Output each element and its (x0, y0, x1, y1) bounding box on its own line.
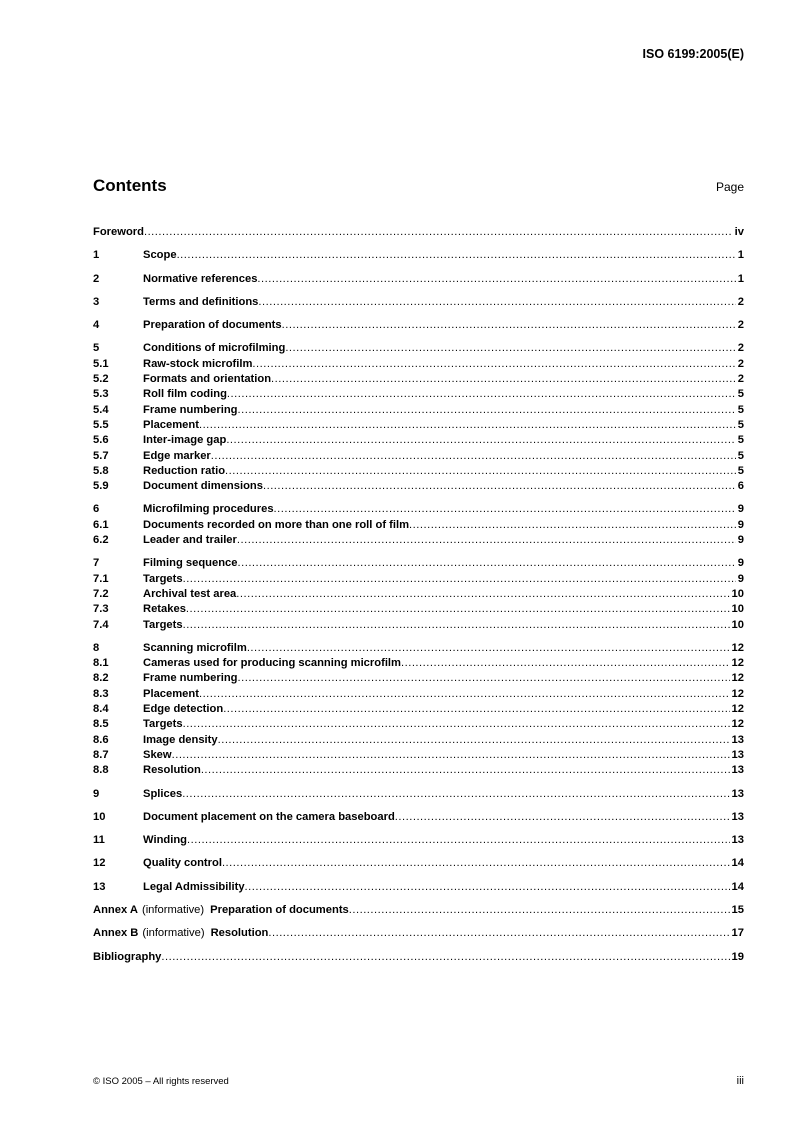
toc-dot-leader (177, 248, 736, 263)
toc-entry-number: 6.2 (93, 534, 109, 547)
toc-entry-title: Frame numbering (143, 672, 238, 685)
toc-entry-number: 7.3 (93, 603, 109, 616)
toc-entry-page: 6 (737, 480, 744, 493)
toc-entry-page: 19 (731, 950, 744, 963)
toc-entry-title: Conditions of microfilming (143, 342, 286, 355)
toc-entry[interactable] (93, 357, 744, 372)
toc-dot-leader (285, 341, 735, 356)
toc-entry-title: Edge marker (143, 449, 211, 462)
toc-dot-leader (183, 717, 730, 732)
toc-entry-page: 9 (737, 518, 744, 531)
toc-entry-number: 5.5 (93, 418, 109, 431)
toc-entry[interactable] (93, 403, 744, 418)
toc-entry-page: 12 (731, 687, 744, 700)
toc-entry-page: 13 (731, 764, 744, 777)
toc-entry-page: 5 (737, 403, 744, 416)
toc-bibliography-entry[interactable] (93, 950, 744, 965)
toc-entry-number: 12 (93, 857, 106, 870)
annex-prefix: Annex A (93, 903, 138, 916)
toc-entry[interactable] (93, 518, 744, 533)
toc-entry[interactable] (93, 763, 744, 778)
toc-dot-leader (144, 225, 733, 240)
toc-entry[interactable] (93, 671, 744, 686)
toc-entry-title: Legal Admissibility (143, 880, 245, 893)
document-id: ISO 6199:2005(E) (642, 47, 744, 61)
toc-entry[interactable] (93, 833, 744, 848)
toc-entry-page: 12 (731, 641, 744, 654)
toc-entry-title: Skew (143, 748, 172, 761)
toc-entry-page: 2 (737, 357, 744, 370)
toc-entry[interactable] (93, 418, 744, 433)
toc-entry-title: Splices (143, 787, 183, 800)
toc-entry-title: Image density (143, 733, 218, 746)
toc-entry[interactable] (93, 641, 744, 656)
toc-entry-number: 8.8 (93, 764, 109, 777)
toc-entry-number: 8.2 (93, 672, 109, 685)
toc-entry-title: Leader and trailer (143, 534, 237, 547)
toc-entry-title: Frame numbering (143, 403, 238, 416)
contents-header (93, 176, 744, 198)
toc-dot-leader (201, 763, 730, 778)
toc-dot-leader (187, 833, 730, 848)
toc-dot-leader (349, 903, 730, 918)
toc-dot-leader (237, 533, 736, 548)
annex-status: (informative) (142, 927, 205, 940)
toc-entry-number: 5.9 (93, 480, 109, 493)
toc-entry[interactable] (93, 449, 744, 464)
toc-entry-title: Archival test area (143, 587, 237, 600)
toc-entry-number: 6.1 (93, 518, 109, 531)
toc-entry-title: Normative references (143, 272, 258, 285)
contents-title: Contents (93, 176, 167, 195)
toc-entry-number: 10 (93, 810, 106, 823)
toc-dot-leader (257, 272, 735, 287)
toc-dot-leader (258, 295, 735, 310)
toc-entry[interactable] (93, 433, 744, 448)
toc-entry-page: 12 (731, 718, 744, 731)
toc-entry-title: Roll film coding (143, 388, 227, 401)
toc-entry[interactable] (93, 717, 744, 732)
toc-entry-title: Cameras used for producing scanning microfilm (143, 657, 401, 670)
table-of-contents (93, 225, 744, 965)
toc-entry[interactable] (93, 225, 744, 240)
toc-annex-label (93, 903, 349, 918)
toc-entry-number: 3 (93, 295, 100, 308)
toc-entry-number: 5.1 (93, 357, 109, 370)
annex-title: Resolution (210, 927, 269, 940)
footer-copyright: © ISO 2005 – All rights reserved (93, 1076, 229, 1087)
toc-entry-page: iv (734, 226, 744, 238)
toc-entry[interactable] (93, 464, 744, 479)
toc-entry-page: 9 (737, 503, 744, 516)
toc-entry[interactable] (93, 248, 744, 263)
toc-entry-page: 17 (731, 927, 744, 940)
toc-entry-title: Filming sequence (143, 557, 238, 570)
toc-annex-entry[interactable] (93, 926, 744, 941)
toc-dot-leader (238, 403, 736, 418)
toc-dot-leader (222, 856, 730, 871)
toc-dot-leader (199, 418, 736, 433)
toc-dot-leader (236, 587, 729, 602)
toc-entry-number: 8.7 (93, 748, 109, 761)
toc-entry-page: 5 (737, 388, 744, 401)
toc-dot-leader (225, 464, 736, 479)
toc-entry-title: Resolution (143, 764, 201, 777)
toc-entry[interactable] (93, 702, 744, 717)
toc-entry-title: Winding (143, 834, 188, 847)
toc-entry-page: 13 (731, 810, 744, 823)
toc-entry[interactable] (93, 748, 744, 763)
toc-entry-title: Preparation of documents (143, 319, 282, 332)
toc-entry[interactable] (93, 787, 744, 802)
toc-entry-page: 14 (731, 880, 744, 893)
toc-dot-leader (395, 810, 730, 825)
toc-entry-title: Inter-image gap (143, 434, 227, 447)
toc-entry[interactable] (93, 341, 744, 356)
toc-entry[interactable] (93, 656, 744, 671)
toc-entry-number: 5.7 (93, 449, 109, 462)
toc-entry[interactable] (93, 533, 744, 548)
toc-entry[interactable] (93, 318, 744, 333)
toc-entry-page: 15 (731, 903, 744, 916)
toc-entry-number: 2 (93, 272, 100, 285)
toc-annex-label (93, 926, 268, 941)
toc-dot-leader (238, 671, 730, 686)
toc-entry-page: 12 (731, 672, 744, 685)
toc-dot-leader (211, 449, 736, 464)
toc-entry-page: 2 (737, 295, 744, 308)
toc-dot-leader (183, 572, 736, 587)
toc-dot-leader (161, 950, 729, 965)
toc-entry-title: Scanning microfilm (143, 641, 247, 654)
toc-entry-page: 9 (737, 572, 744, 585)
toc-entry-page: 14 (731, 857, 744, 870)
toc-entry-number: 11 (93, 834, 105, 847)
toc-entry-title: Targets (143, 618, 183, 631)
toc-dot-leader (268, 926, 729, 941)
toc-entry[interactable] (93, 295, 744, 310)
toc-entry-page: 10 (731, 618, 744, 631)
toc-entry[interactable] (93, 880, 744, 895)
toc-entry-page: 13 (731, 787, 744, 800)
toc-entry-title: Targets (143, 718, 183, 731)
toc-entry[interactable] (93, 602, 744, 617)
toc-entry-number: 8.5 (93, 718, 109, 731)
toc-entry-number: 8.4 (93, 703, 109, 716)
toc-dot-leader (226, 433, 735, 448)
toc-entry-title: Retakes (143, 603, 186, 616)
toc-entry-number: 7 (93, 557, 100, 570)
toc-entry-title: Document dimensions (143, 480, 263, 493)
toc-entry-page: 5 (737, 449, 744, 462)
toc-entry[interactable] (93, 502, 744, 517)
toc-entry-page: 13 (731, 834, 744, 847)
toc-dot-leader (218, 733, 730, 748)
toc-entry[interactable] (93, 387, 744, 402)
toc-entry-title: Documents recorded on more than one roll of film (143, 518, 410, 531)
toc-entry-title: Targets (143, 572, 183, 585)
toc-entry-number: 7.4 (93, 618, 109, 631)
toc-annex-entry[interactable] (93, 903, 744, 918)
toc-dot-leader (263, 479, 736, 494)
toc-entry-title: Placement (143, 687, 199, 700)
toc-entry[interactable] (93, 687, 744, 702)
toc-entry[interactable] (93, 733, 744, 748)
toc-entry-title: Bibliography (93, 950, 162, 963)
toc-dot-leader (199, 687, 730, 702)
toc-entry-page: 9 (737, 557, 744, 570)
toc-entry-number: 13 (93, 880, 106, 893)
toc-dot-leader (227, 387, 736, 402)
toc-entry-page: 2 (737, 342, 744, 355)
toc-dot-leader (282, 318, 736, 333)
toc-entry-number: 8 (93, 641, 100, 654)
toc-entry-number: 7.1 (93, 572, 109, 585)
toc-entry-title: Terms and definitions (143, 295, 259, 308)
toc-entry[interactable] (93, 856, 744, 871)
toc-entry-number: 6 (93, 503, 100, 516)
toc-dot-leader (223, 702, 729, 717)
footer-page-number: iii (736, 1075, 744, 1087)
toc-entry-title: Raw-stock microfilm (143, 357, 253, 370)
toc-entry-page: 2 (737, 319, 744, 332)
page-column-label: Page (715, 180, 744, 194)
annex-title: Preparation of documents (210, 903, 349, 916)
toc-entry[interactable] (93, 618, 744, 633)
annex-status: (informative) (141, 903, 205, 916)
toc-entry-number: 7.2 (93, 587, 109, 600)
toc-entry-page: 12 (731, 657, 744, 670)
toc-entry-number: 8.3 (93, 687, 109, 700)
toc-entry[interactable] (93, 556, 744, 571)
toc-entry-page: 5 (737, 464, 744, 477)
annex-prefix: Annex B (93, 927, 139, 940)
toc-dot-leader (252, 357, 735, 372)
toc-dot-leader (182, 787, 729, 802)
toc-entry[interactable] (93, 372, 744, 387)
toc-dot-leader (186, 602, 730, 617)
toc-dot-leader (247, 641, 730, 656)
toc-entry[interactable] (93, 272, 744, 287)
toc-entry-page: 5 (737, 418, 744, 431)
toc-entry-page: 13 (731, 733, 744, 746)
toc-entry[interactable] (93, 479, 744, 494)
toc-entry-page: 9 (737, 534, 744, 547)
toc-entry-number: 5.3 (93, 388, 109, 401)
toc-dot-leader (245, 880, 730, 895)
toc-entry-title: Scope (143, 249, 177, 262)
toc-entry-title: Formats and orientation (143, 373, 272, 386)
toc-entry-page: 2 (737, 373, 744, 386)
toc-dot-leader (409, 518, 736, 533)
toc-entry-number: 8.1 (93, 657, 109, 670)
toc-entry-page: 1 (737, 249, 744, 262)
toc-entry-number: 4 (93, 319, 100, 332)
toc-entry-number: 1 (93, 249, 100, 262)
toc-entry-title: Placement (143, 418, 199, 431)
toc-entry[interactable] (93, 572, 744, 587)
toc-entry-title: Reduction ratio (143, 464, 226, 477)
toc-dot-leader (271, 372, 736, 387)
toc-entry-number: 8.6 (93, 733, 109, 746)
toc-entry-number: 5.6 (93, 434, 109, 447)
toc-dot-leader (172, 748, 730, 763)
toc-entry-page: 13 (731, 748, 744, 761)
toc-dot-leader (274, 502, 736, 517)
toc-entry-number: 9 (93, 787, 100, 800)
toc-dot-leader (183, 618, 730, 633)
toc-entry-number: 5.8 (93, 464, 109, 477)
toc-dot-leader (238, 556, 736, 571)
toc-entry-title: Quality control (143, 857, 222, 870)
toc-entry-page: 10 (731, 603, 744, 616)
toc-entry-page: 1 (737, 272, 744, 285)
toc-entry-title: Edge detection (143, 703, 224, 716)
toc-entry[interactable] (93, 587, 744, 602)
toc-entry-page: 10 (731, 587, 744, 600)
toc-entry-page: 5 (737, 434, 744, 447)
toc-entry-title: Foreword (93, 226, 144, 238)
toc-entry[interactable] (93, 810, 744, 825)
toc-entry-title: Document placement on the camera baseboard (143, 810, 395, 823)
toc-entry-number: 5.2 (93, 373, 109, 386)
toc-entry-number: 5 (93, 342, 100, 355)
toc-dot-leader (401, 656, 730, 671)
toc-entry-number: 5.4 (93, 403, 109, 416)
toc-entry-page: 12 (731, 703, 744, 716)
toc-entry-title: Microfilming procedures (143, 503, 274, 516)
